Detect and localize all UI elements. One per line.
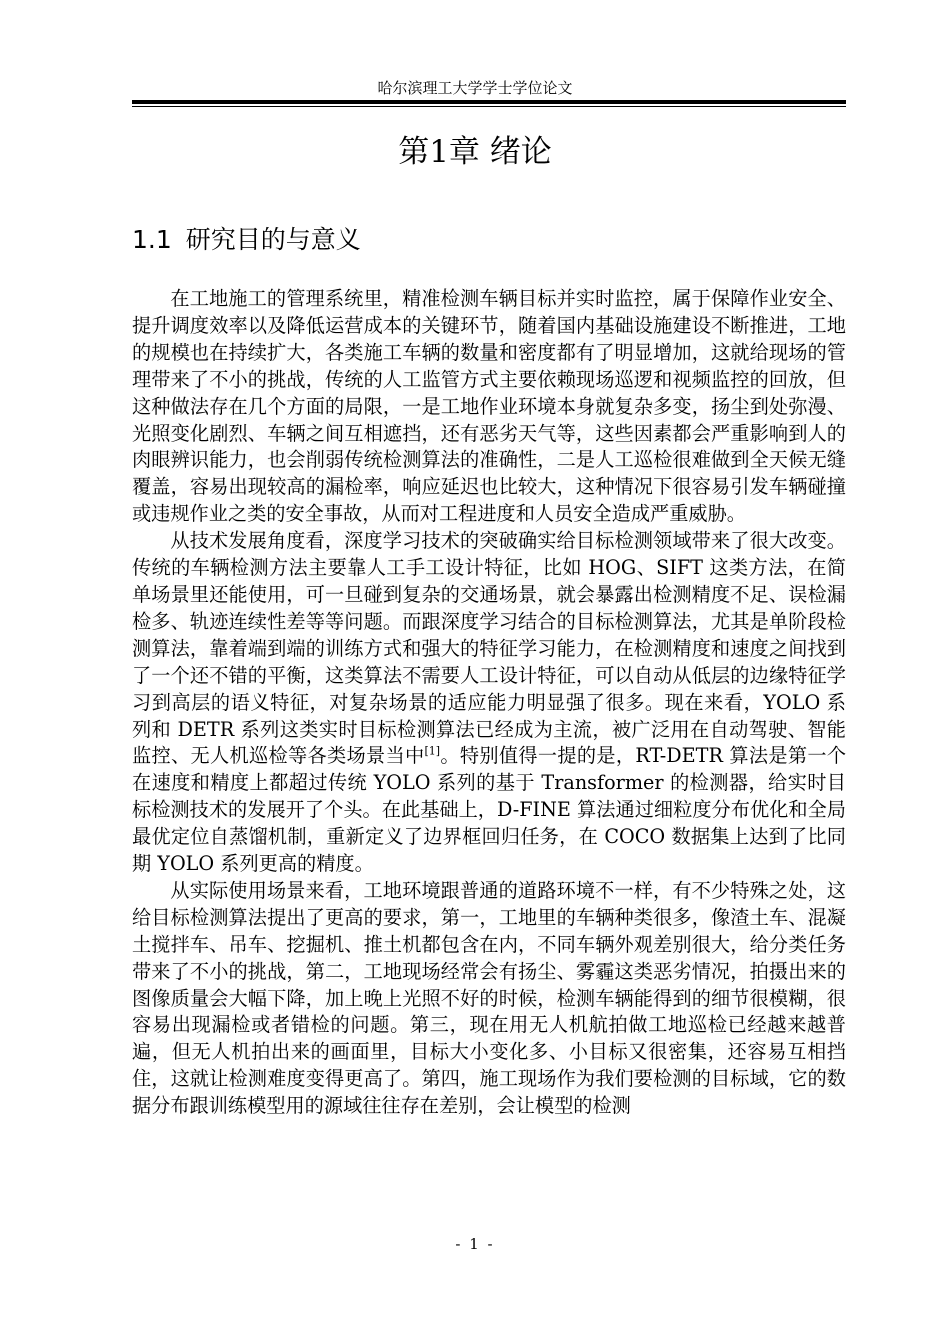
section-number: 1.1 (132, 225, 172, 254)
running-header: 哈尔滨理工大学学士学位论文 (377, 79, 573, 97)
body-text (132, 286, 846, 1120)
citation-ref: [1] (424, 745, 441, 759)
chapter-title: 第1章 绪论 (398, 134, 552, 170)
header-rule-thin (132, 106, 846, 107)
paragraph-2-text: 从技术发展角度看，深度学习技术的突破确实给目标检测领域带来了很大改变。传统的车辆检测方法主要靠人工手工设计特征，比如 HOG、SIFT 这类方法，在简单场景里还能使用，可一旦碰到复杂的交通场景，就会暴露出检测精度不足、误检漏检多、轨迹连续性差等等问题。而跟深度学习结合的目标检测算法，尤其是单阶段检测算法，靠着端到端的训练方式和强大的特征学习能力，在检测精度和速度之间找到了一个还不错的平衡，这类算法不需要人工设计特征，可以自动从低层的边缘特征学习到高层的语义特征，对复杂场景的适应能力明显强了很多。现在来看，YOLO 系列和 DETR 系列这类实时目标检测算法已经成为主流，被广泛用在自动驾驶、智能监控、无人机巡检等各类场景当中 (132, 529, 846, 768)
paragraph-1: 在工地施工的管理系统里，精准检测车辆目标并实时监控，属于保障作业安全、提升调度效率以及降低运营成本的关键环节，随着国内基础设施建设不断推进，工地的规模也在持续扩大，各类施工车辆的数量和密度都有了明显增加，这就给现场的管理带来了不小的挑战，传统的人工监管方式主要依赖现场巡逻和视频监控的回放，但这种做法存在几个方面的局限，一是工地作业环境本身就复杂多变，扬尘到处弥漫、光照变化剧烈、车辆之间互相遮挡，还有恶劣天气等，这些因素都会严重影响到人的肉眼辨识能力，也会削弱传统检测算法的准确性，二是人工巡检很难做到全天候无缝覆盖，容易出现较高的漏检率，响应延迟也比较大，这种情况下很容易引发车辆碰撞或违规作业之类的安全事故，从而对工程进度和人员安全造成严重威胁。 (132, 287, 846, 526)
header-rule (132, 100, 846, 104)
section-title: 研究目的与意义 (185, 225, 361, 254)
page-number: - 1 - (455, 1235, 495, 1253)
paragraph-3: 从实际使用场景来看，工地环境跟普通的道路环境不一样，有不少特殊之处，这给目标检测算法提出了更高的要求，第一，工地里的车辆种类很多，像渣土车、混凝土搅拌车、吊车、挖掘机、推土机都包含在内，不同车辆外观差别很大，给分类任务带来了不小的挑战，第二，工地现场经常会有扬尘、雾霾这类恶劣情况，拍摄出来的图像质量会大幅下降，加上晚上光照不好的时候，检测车辆能得到的细节很模糊，很容易出现漏检或者错检的问题。第三，现在用无人机航拍做工地巡检已经越来越普遍，但无人机拍出来的画面里，目标大小变化多、小目标又很密集，还容易互相挡住，这就让检测难度变得更高了。第四，施工现场作为我们要检测的目标域，它的数据分布跟训练模型用的源域往往存在差别，会让模型的检测 (132, 878, 846, 1118)
paragraph-2 (132, 528, 846, 878)
section-heading (132, 222, 361, 258)
paragraph-2-text-cont: 。特别值得一提的是，RT-DETR 算法是第一个在速度和精度上都超过传统 YOLO 系列的基于 Transformer 的检测器，给实时目标检测技术的发展开了个头。在此基础上，D-FINE 算法通过细粒度分布优化和全局最优定位自蒸馏机制，重新定义了边界框回归任务，在 COCO 数据集上达到了比同期 YOLO 系列更高的精度。 (132, 744, 847, 876)
